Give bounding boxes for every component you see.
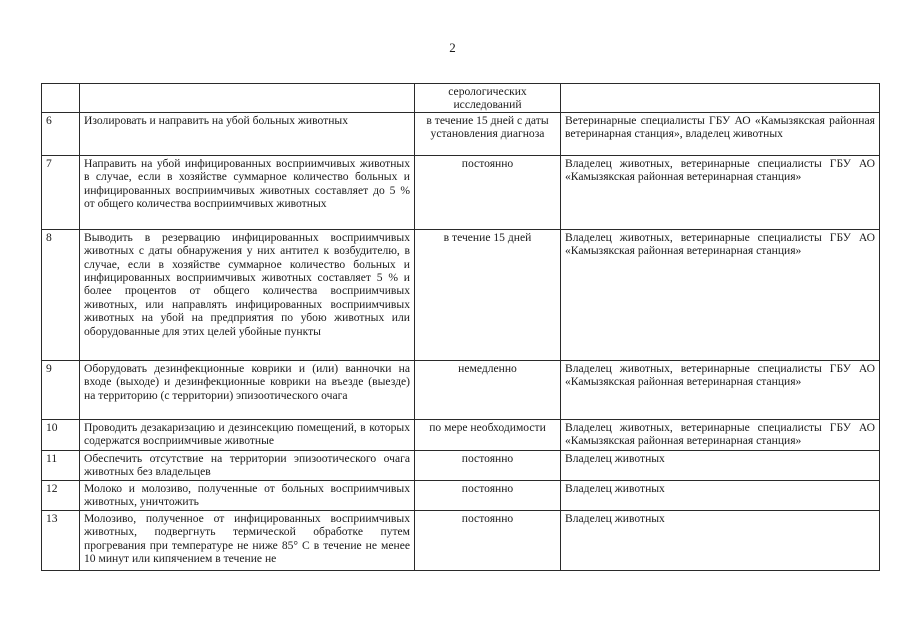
- term-cell: постоянно: [415, 510, 561, 570]
- responsible-cell: Владелец животных, ветеринарные специалисты ГБУ АО «Камызякская районная ветеринарная станция»: [561, 419, 880, 450]
- responsible-cell: [561, 84, 880, 113]
- term-cell: по мере необходимости: [415, 419, 561, 450]
- term-cell: немедленно: [415, 360, 561, 419]
- row-number-cell: 10: [42, 419, 80, 450]
- table-row: [42, 84, 880, 113]
- term-cell: в течение 15 дней: [415, 229, 561, 360]
- row-number-cell: 6: [42, 112, 80, 155]
- action-cell: Молозиво, полученное от инфицированных восприимчивых животных, подвергнуть термической обработке путем прогревания при температуре не ниже 85° С в течение не менее 10 минут или кипячением в течение не: [80, 510, 415, 570]
- term-cell: серологических исследований: [415, 84, 561, 113]
- table-row: [42, 360, 880, 419]
- table-row: [42, 450, 880, 480]
- term-cell: в течение 15 дней с даты установления диагноза: [415, 112, 561, 155]
- action-cell: Выводить в резервацию инфицированных восприимчивых животных с даты обнаружения у них антител к возбудителю, в случае, если в хозяйстве суммарное количество больных и инфицированных восприимчивых животных составляет 5 % и более процентов от общего количества восприимчивых животных, или направлять инфицированных восприимчивых животных на убой на предприятия по убою животных или оборудованные для этих целей убойные пункты: [80, 229, 415, 360]
- term-cell: постоянно: [415, 450, 561, 480]
- term-cell: постоянно: [415, 155, 561, 229]
- term-cell: постоянно: [415, 480, 561, 510]
- responsible-cell: Ветеринарные специалисты ГБУ АО «Камызякская районная ветеринарная станция», владелец животных: [561, 112, 880, 155]
- row-number-cell: 8: [42, 229, 80, 360]
- responsible-cell: Владелец животных, ветеринарные специалисты ГБУ АО «Камызякская районная ветеринарная станция»: [561, 155, 880, 229]
- responsible-cell: Владелец животных: [561, 480, 880, 510]
- table-row: [42, 229, 880, 360]
- responsible-cell: Владелец животных: [561, 450, 880, 480]
- row-number-cell: 11: [42, 450, 80, 480]
- responsible-cell: Владелец животных, ветеринарные специалисты ГБУ АО «Камызякская районная ветеринарная станция»: [561, 360, 880, 419]
- action-cell: Направить на убой инфицированных восприимчивых животных в случае, если в хозяйстве суммарное количество больных и инфицированных восприимчивых животных составляет до 5 % от общего количества восприимчивых животных: [80, 155, 415, 229]
- table-row: [42, 155, 880, 229]
- action-cell: Изолировать и направить на убой больных животных: [80, 112, 415, 155]
- action-cell: Проводить дезакаризацию и дезинсекцию помещений, в которых содержатся восприимчивые животные: [80, 419, 415, 450]
- row-number-cell: 7: [42, 155, 80, 229]
- table-row: [42, 112, 880, 155]
- row-number-cell: 9: [42, 360, 80, 419]
- action-cell: Оборудовать дезинфекционные коврики и (или) ванночки на входе (выходе) и дезинфекционные коврики на въезде (выезде) на территорию (с территории) эпизоотического очага: [80, 360, 415, 419]
- table-row: [42, 419, 880, 450]
- responsible-cell: Владелец животных, ветеринарные специалисты ГБУ АО «Камызякская районная ветеринарная станция»: [561, 229, 880, 360]
- row-number-cell: 12: [42, 480, 80, 510]
- table-row: [42, 510, 880, 570]
- action-cell: Молоко и молозиво, полученные от больных восприимчивых животных, уничтожить: [80, 480, 415, 510]
- measures-table: [41, 83, 880, 571]
- row-number-cell: 13: [42, 510, 80, 570]
- page-number: 2: [449, 40, 456, 55]
- table-row: [42, 480, 880, 510]
- row-number-cell: [42, 84, 80, 113]
- responsible-cell: Владелец животных: [561, 510, 880, 570]
- action-cell: [80, 84, 415, 113]
- action-cell: Обеспечить отсутствие на территории эпизоотического очага животных без владельцев: [80, 450, 415, 480]
